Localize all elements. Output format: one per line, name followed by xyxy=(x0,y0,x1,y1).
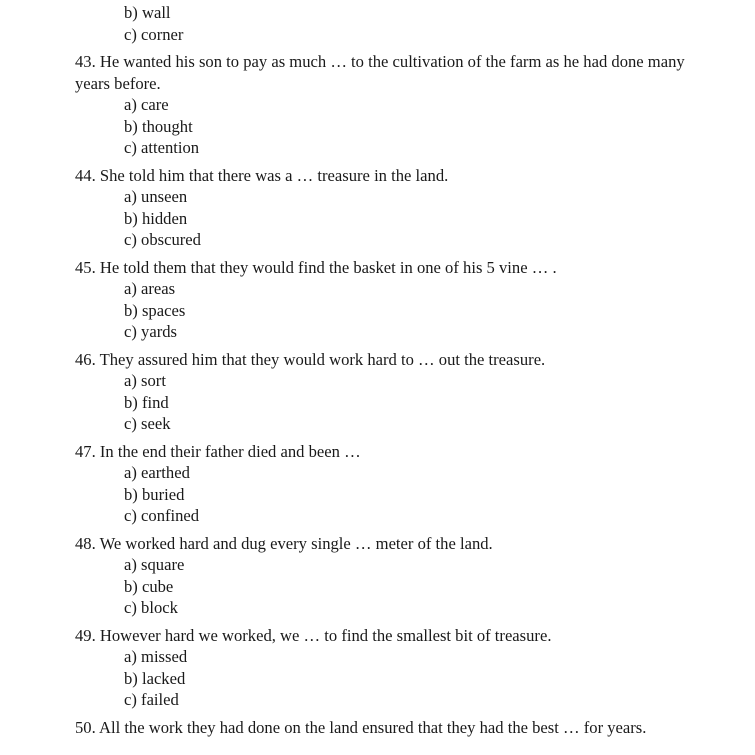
question-text: 50. All the work they had done on the land ensured that they had the best … for years. xyxy=(75,717,647,737)
answer-option: c) seek xyxy=(124,414,171,433)
question-text: 47. In the end their father died and been … xyxy=(75,441,361,461)
answer-option: c) corner xyxy=(124,24,184,44)
question-block xyxy=(75,165,685,251)
answer-option: c) failed xyxy=(124,690,179,709)
question-text: 43. He wanted his son to pay as much … to the cultivation of the farm as he had done many years before. xyxy=(75,52,685,93)
answer-option: b) find xyxy=(124,392,169,412)
answer-option: c) confined xyxy=(124,506,200,525)
answer-option: a) sort xyxy=(124,371,166,390)
question-text: 49. However hard we worked, we … to find the smallest bit of treasure. xyxy=(75,625,552,645)
question-block xyxy=(75,349,685,435)
answer-option: c) yards xyxy=(124,322,177,341)
question-text: 45. He told them that they would find the basket in one of his 5 vine … . xyxy=(75,257,557,277)
answer-option: a) square xyxy=(124,555,185,574)
answer-option: c) obscured xyxy=(124,230,201,249)
answer-option: b) hidden xyxy=(124,208,188,228)
answer-option: b) wall xyxy=(124,3,171,22)
question-block xyxy=(75,257,685,343)
answer-option: b) buried xyxy=(124,484,185,504)
question-block xyxy=(75,625,685,711)
answer-option: a) unseen xyxy=(124,187,188,206)
answer-option: a) earthed xyxy=(124,463,190,482)
question-text: 46. They assured him that they would work hard to … out the treasure. xyxy=(75,349,546,369)
answer-option: b) spaces xyxy=(124,300,186,320)
answer-option: b) thought xyxy=(124,116,193,136)
question-text: 48. We worked hard and dug every single … meter of the land. xyxy=(75,533,493,553)
answer-option: b) lacked xyxy=(124,668,186,688)
answer-option: c) block xyxy=(124,598,178,617)
answer-option: a) areas xyxy=(124,279,176,298)
question-block xyxy=(75,51,685,159)
answer-option: a) missed xyxy=(124,647,188,666)
question-block xyxy=(75,441,685,527)
question-text: 44. She told him that there was a … treasure in the land. xyxy=(75,165,449,185)
quiz-document xyxy=(75,2,685,738)
question-block xyxy=(75,717,685,739)
answer-option: b) cube xyxy=(124,576,174,596)
answer-option: c) attention xyxy=(124,138,200,157)
answer-option: a) care xyxy=(124,95,169,114)
question-block xyxy=(75,533,685,619)
